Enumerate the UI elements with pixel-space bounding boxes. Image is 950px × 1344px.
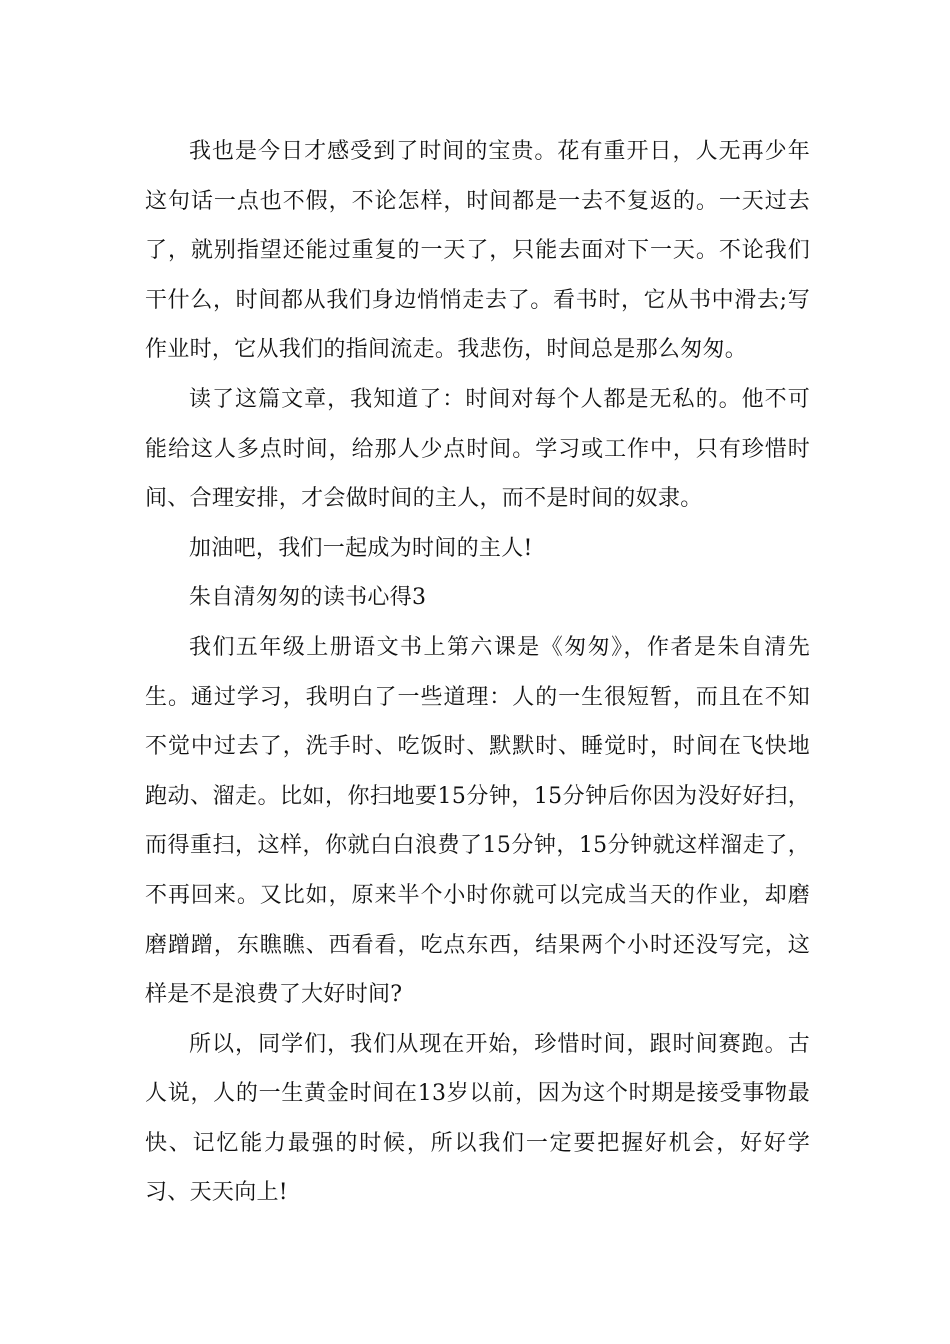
paragraph: 加油吧，我们一起成为时间的主人! [189,535,533,561]
document-body [145,127,810,1218]
paragraph: 所以，同学们，我们从现在开始，珍惜时间，跟时间赛跑。古人说，人的一生黄金时间在13岁以前，因为这个时期是接受事物最快、记忆能力最强的时候，所以我们一定要把握好机会，好好学习、天天向上! [145,1031,810,1206]
paragraph: 读了这篇文章，我知道了：时间对每个人都是无私的。他不可能给这人多点时间，给那人少点时间。学习或工作中，只有珍惜时间、合理安排，才会做时间的主人，而不是时间的奴隶。 [145,386,810,512]
paragraph: 我也是今日才感受到了时间的宝贵。花有重开日，人无再少年这句话一点也不假，不论怎样，时间都是一去不复返的。一天过去了，就别指望还能过重复的一天了，只能去面对下一天。不论我们干什么，时间都从我们身边悄悄走去了。看书时，它从书中滑去;写作业时，它从我们的指间流走。我悲伤，时间总是那么匆匆。 [145,139,810,363]
section-heading: 朱自清匆匆的读书心得3 [189,585,427,611]
paragraph: 我们五年级上册语文书上第六课是《匆匆》，作者是朱自清先生。通过学习，我明白了一些道理：人的一生很短暂，而且在不知不觉中过去了，洗手时、吃饭时、默默时、睡觉时，时间在飞快地跑动、溜走。比如，你扫地要15分钟，15分钟后你因为没好好扫，而得重扫，这样，你就白白浪费了15分钟，15分钟就这样溜走了，不再回来。又比如，原来半个小时你就可以完成当天的作业，却磨磨蹭蹭，东瞧瞧、西看看，吃点东西，结果两个小时还没写完，这样是不是浪费了大好时间? [145,634,810,1008]
